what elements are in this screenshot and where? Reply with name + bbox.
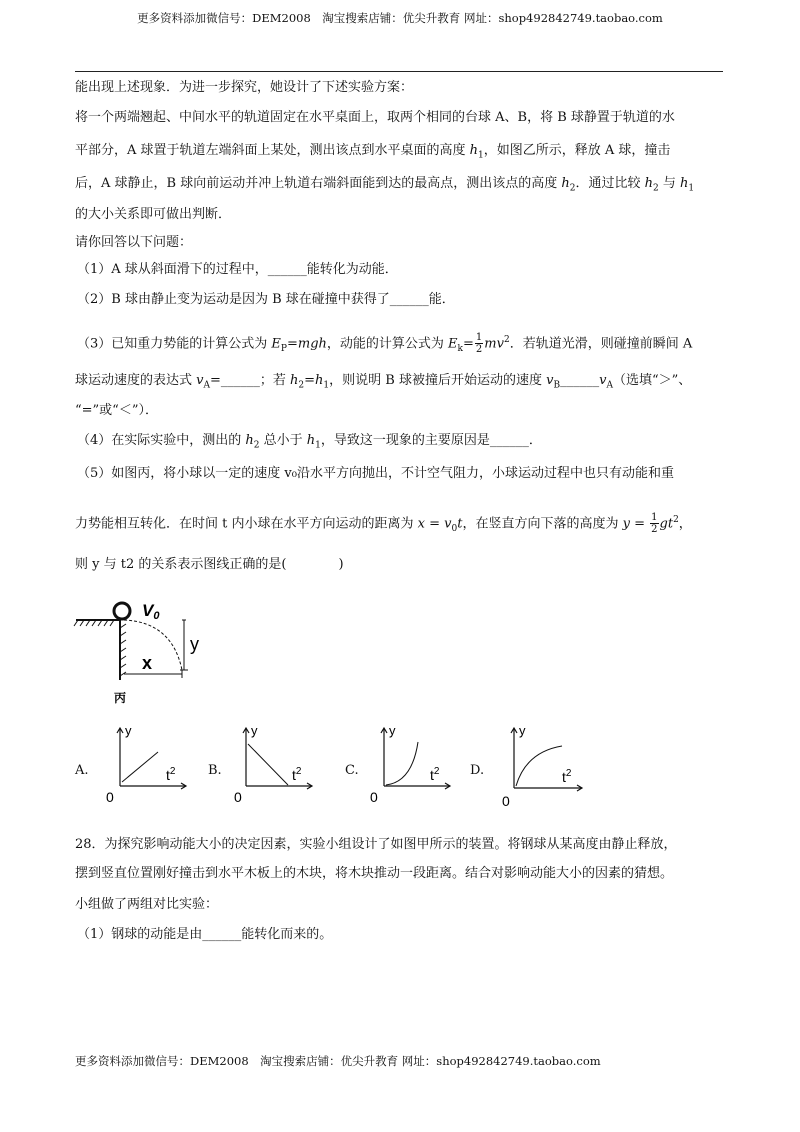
y-label: y [190,634,199,654]
intro-line-2: 将一个两端翘起、中间水平的轨道固定在水平桌面上，取两个相同的台球 A、B，将 B 球静置于轨道的水 [75,110,675,125]
svg-text:0: 0 [234,789,242,804]
page-header: 更多资料添加微信号：DEM2008 淘宝搜索店铺：优尖升教育 网址：shop492842749.taobao.com [137,11,663,25]
svg-text:t2: $t^2$ [166,766,176,783]
v0-label: V0 [142,601,160,622]
option-c-letter: C. [345,763,359,778]
question-3-line-1: （3）已知重力势能的计算公式为 $E_P=mgh$，动能的计算公式为 $E_k=$ $\frac{1}{2}$ $mv^2$．若轨道光滑，则碰撞前瞬间 A [77,332,693,356]
q28-line-3: 小组做了两组对比实验： [75,897,219,912]
intro-line-3: 平部分，A 球置于轨道左端斜面上某处，测出该点到水平桌面的高度 $h_1$，如图乙所示，释放 A 球，撞击 [75,143,671,161]
figure-caption: 丙 [114,691,127,705]
svg-text:t2: $t^2$ [292,766,302,783]
question-2: （2）B 球由静止变为运动是因为 B 球在碰撞中获得了______能． [77,292,455,307]
q28-line-1: 28．为探究影响动能大小的决定因素，实验小组设计了如图甲所示的装置。将钢球从某高度由静止释放， [75,837,677,852]
header-divider [75,71,723,72]
option-d-curve [516,746,562,786]
intro-line-6: 请你回答以下问题： [75,235,193,250]
option-b-letter: B. [208,763,222,778]
fraction-half-2: $\frac{1}{2}$ [651,512,658,536]
svg-text:0: 0 [502,793,510,809]
svg-text:0: 0 [106,789,114,804]
intro-line-5: 的大小关系即可做出判断． [75,207,232,222]
intro-line-1: 能出现上述现象．为进一步探究，她设计了下述实验方案： [75,80,414,95]
svg-text:0: 0 [370,789,378,804]
projectile-figure [72,598,222,710]
x-label: x [142,653,153,673]
q28-line-2: 摆到竖直位置刚好撞击到水平木板上的木块，将木块推动一段距离。结合对影响动能大小的因素的猜想。 [75,866,674,881]
svg-text:y: y [251,723,258,738]
option-a-letter: A. [75,763,89,778]
option-b-graph [230,722,325,804]
question-3-line-2: 球运动速度的表达式 $v_A=\_\_\_\_\_\_$；若 $h_2=h_1$，则说明 B 球被撞后开始运动的速度 $v_B\_\_\_\_\_\_v_A$（选填“＞”、 [75,373,692,391]
option-c-graph [366,722,461,804]
question-1: （1）A 球从斜面滑下的过程中，______能转化为动能． [77,262,398,277]
svg-text:y: y [389,723,396,738]
page-footer: 更多资料添加微信号：DEM2008 淘宝搜索店铺：优尖升教育 网址：shop492842749.taobao.com [75,1054,601,1068]
svg-text:y: y [125,723,132,738]
question-5-line-1: （5）如图丙，将小球以一定的速度 v₀沿水平方向抛出，不计空气阻力，小球运动过程中也只有动能和重 [77,466,674,481]
option-c-curve [386,742,418,785]
trajectory-curve [124,620,182,670]
question-5-line-3: 则 y 与 t2 的关系表示图线正确的是( ) [75,557,344,572]
option-d-letter: D. [470,763,485,778]
intro-line-4: 后，A 球静止，B 球向前运动并冲上轨道右端斜面能到达的最高点，测出该点的高度 $h_2$．通过比较 $h_2$ 与 $h_1$ [75,176,695,194]
option-d-graph [498,722,593,812]
svg-text:t2: $t^2$ [562,768,572,785]
q28-question-1: （1）钢球的动能是由______能转化而来的。 [77,927,333,942]
option-a-line [122,752,158,782]
option-b-line [248,744,288,785]
ball-icon [114,603,130,619]
svg-text:t2: $t^2$ [430,766,440,783]
option-a-graph [100,722,195,804]
question-4: （4）在实际实验中，测出的 $h_2$ 总小于 $h_1$，导致这一现象的主要原因是______． [77,433,542,451]
fraction-half: $\frac{1}{2}$ [475,332,483,356]
question-5-line-2: 力势能相互转化．在时间 t 内小球在水平方向运动的距离为 $x = v_0t$，在竖直方向下落的高度为 y = $\frac{1}{2}$ $gt^2$， [75,512,692,536]
question-3-line-3: “=”或“＜”）． [75,403,158,418]
svg-text:y: y [519,723,526,738]
